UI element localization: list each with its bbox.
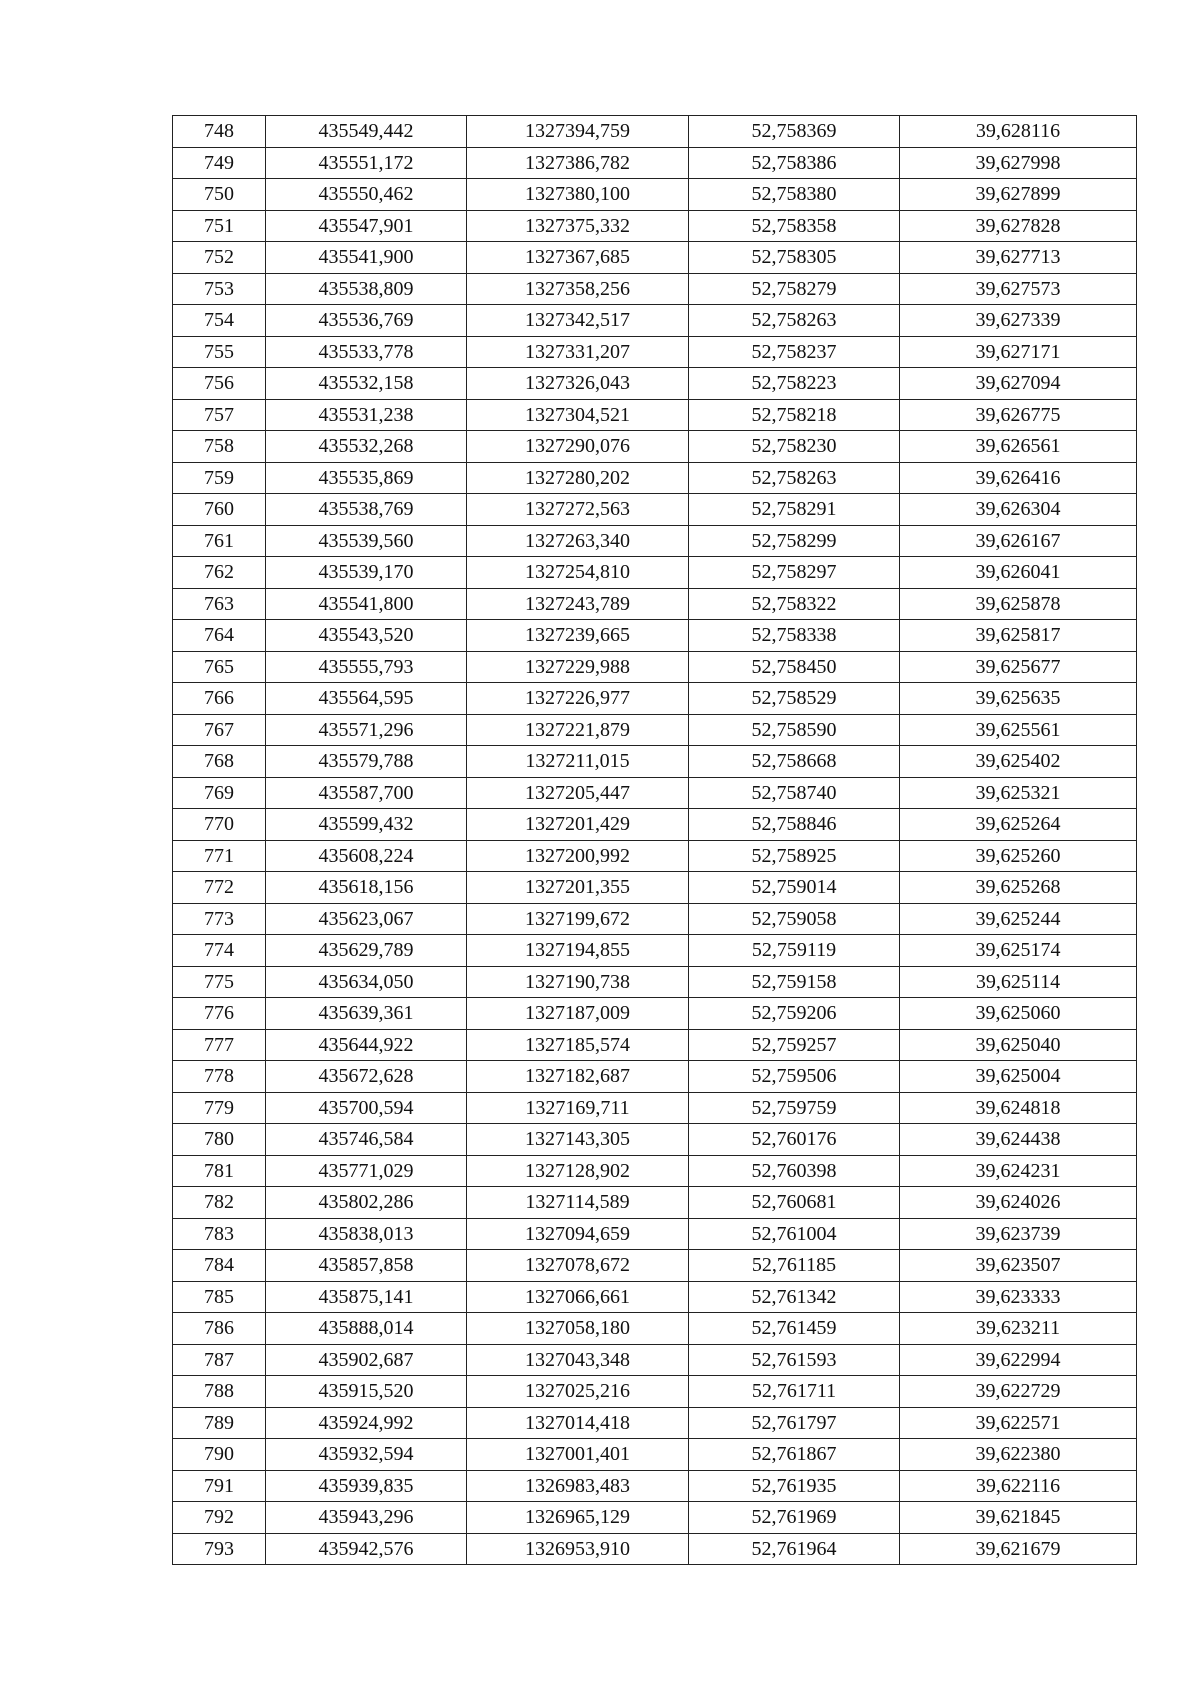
x-coordinate-cell: 435771,029 (266, 1155, 467, 1187)
latitude-cell: 52,758740 (689, 777, 900, 809)
latitude-cell: 52,759119 (689, 935, 900, 967)
point-number-cell: 786 (173, 1313, 266, 1345)
x-coordinate-cell: 435541,800 (266, 588, 467, 620)
point-number-cell: 757 (173, 399, 266, 431)
x-coordinate-cell: 435623,067 (266, 903, 467, 935)
table-row (173, 1187, 1137, 1219)
point-number-cell: 774 (173, 935, 266, 967)
longitude-cell: 39,625114 (900, 966, 1137, 998)
table-row (173, 399, 1137, 431)
table-row (173, 588, 1137, 620)
table-row (173, 651, 1137, 683)
longitude-cell: 39,625402 (900, 746, 1137, 778)
table-row (173, 1061, 1137, 1093)
longitude-cell: 39,627573 (900, 273, 1137, 305)
point-number-cell: 785 (173, 1281, 266, 1313)
point-number-cell: 768 (173, 746, 266, 778)
point-number-cell: 758 (173, 431, 266, 463)
y-coordinate-cell: 1327066,661 (467, 1281, 689, 1313)
latitude-cell: 52,761004 (689, 1218, 900, 1250)
y-coordinate-cell: 1327169,711 (467, 1092, 689, 1124)
latitude-cell: 52,761935 (689, 1470, 900, 1502)
table-row (173, 336, 1137, 368)
longitude-cell: 39,624818 (900, 1092, 1137, 1124)
table-row (173, 714, 1137, 746)
latitude-cell: 52,761342 (689, 1281, 900, 1313)
x-coordinate-cell: 435549,442 (266, 116, 467, 148)
latitude-cell: 52,758299 (689, 525, 900, 557)
y-coordinate-cell: 1327014,418 (467, 1407, 689, 1439)
y-coordinate-cell: 1327114,589 (467, 1187, 689, 1219)
table-row (173, 1092, 1137, 1124)
y-coordinate-cell: 1327239,665 (467, 620, 689, 652)
y-coordinate-cell: 1327394,759 (467, 116, 689, 148)
y-coordinate-cell: 1327221,879 (467, 714, 689, 746)
point-number-cell: 792 (173, 1502, 266, 1534)
latitude-cell: 52,759058 (689, 903, 900, 935)
x-coordinate-cell: 435700,594 (266, 1092, 467, 1124)
longitude-cell: 39,626167 (900, 525, 1137, 557)
latitude-cell: 52,761711 (689, 1376, 900, 1408)
latitude-cell: 52,761459 (689, 1313, 900, 1345)
latitude-cell: 52,758218 (689, 399, 900, 431)
table-row (173, 998, 1137, 1030)
table-row (173, 1502, 1137, 1534)
table-row (173, 935, 1137, 967)
table-row (173, 305, 1137, 337)
table-row (173, 777, 1137, 809)
latitude-cell: 52,758450 (689, 651, 900, 683)
x-coordinate-cell: 435543,520 (266, 620, 467, 652)
y-coordinate-cell: 1327185,574 (467, 1029, 689, 1061)
x-coordinate-cell: 435672,628 (266, 1061, 467, 1093)
longitude-cell: 39,627094 (900, 368, 1137, 400)
x-coordinate-cell: 435535,869 (266, 462, 467, 494)
longitude-cell: 39,625561 (900, 714, 1137, 746)
longitude-cell: 39,625174 (900, 935, 1137, 967)
point-number-cell: 769 (173, 777, 266, 809)
y-coordinate-cell: 1327058,180 (467, 1313, 689, 1345)
x-coordinate-cell: 435629,789 (266, 935, 467, 967)
longitude-cell: 39,622571 (900, 1407, 1137, 1439)
x-coordinate-cell: 435579,788 (266, 746, 467, 778)
longitude-cell: 39,625878 (900, 588, 1137, 620)
latitude-cell: 52,758380 (689, 179, 900, 211)
point-number-cell: 751 (173, 210, 266, 242)
x-coordinate-cell: 435551,172 (266, 147, 467, 179)
table-row (173, 462, 1137, 494)
x-coordinate-cell: 435924,992 (266, 1407, 467, 1439)
longitude-cell: 39,627713 (900, 242, 1137, 274)
latitude-cell: 52,761797 (689, 1407, 900, 1439)
longitude-cell: 39,626775 (900, 399, 1137, 431)
longitude-cell: 39,621845 (900, 1502, 1137, 1534)
latitude-cell: 52,758358 (689, 210, 900, 242)
latitude-cell: 52,761185 (689, 1250, 900, 1282)
latitude-cell: 52,758386 (689, 147, 900, 179)
point-number-cell: 764 (173, 620, 266, 652)
point-number-cell: 790 (173, 1439, 266, 1471)
point-number-cell: 752 (173, 242, 266, 274)
longitude-cell: 39,625677 (900, 651, 1137, 683)
x-coordinate-cell: 435555,793 (266, 651, 467, 683)
latitude-cell: 52,758846 (689, 809, 900, 841)
latitude-cell: 52,758230 (689, 431, 900, 463)
latitude-cell: 52,760398 (689, 1155, 900, 1187)
latitude-cell: 52,759206 (689, 998, 900, 1030)
table-row (173, 494, 1137, 526)
point-number-cell: 765 (173, 651, 266, 683)
point-number-cell: 749 (173, 147, 266, 179)
x-coordinate-cell: 435618,156 (266, 872, 467, 904)
y-coordinate-cell: 1327331,207 (467, 336, 689, 368)
point-number-cell: 782 (173, 1187, 266, 1219)
point-number-cell: 780 (173, 1124, 266, 1156)
y-coordinate-cell: 1327182,687 (467, 1061, 689, 1093)
point-number-cell: 781 (173, 1155, 266, 1187)
x-coordinate-cell: 435587,700 (266, 777, 467, 809)
table-row (173, 1344, 1137, 1376)
latitude-cell: 52,758263 (689, 462, 900, 494)
point-number-cell: 784 (173, 1250, 266, 1282)
point-number-cell: 766 (173, 683, 266, 715)
y-coordinate-cell: 1327280,202 (467, 462, 689, 494)
longitude-cell: 39,626561 (900, 431, 1137, 463)
point-number-cell: 791 (173, 1470, 266, 1502)
coordinates-table (172, 115, 1137, 1565)
table-row (173, 1376, 1137, 1408)
latitude-cell: 52,758263 (689, 305, 900, 337)
table-row (173, 368, 1137, 400)
latitude-cell: 52,758305 (689, 242, 900, 274)
longitude-cell: 39,625268 (900, 872, 1137, 904)
longitude-cell: 39,625244 (900, 903, 1137, 935)
x-coordinate-cell: 435639,361 (266, 998, 467, 1030)
y-coordinate-cell: 1326965,129 (467, 1502, 689, 1534)
x-coordinate-cell: 435802,286 (266, 1187, 467, 1219)
longitude-cell: 39,621679 (900, 1533, 1137, 1565)
point-number-cell: 754 (173, 305, 266, 337)
x-coordinate-cell: 435539,560 (266, 525, 467, 557)
point-number-cell: 783 (173, 1218, 266, 1250)
point-number-cell: 777 (173, 1029, 266, 1061)
y-coordinate-cell: 1326983,483 (467, 1470, 689, 1502)
longitude-cell: 39,625004 (900, 1061, 1137, 1093)
x-coordinate-cell: 435533,778 (266, 336, 467, 368)
table-row (173, 1124, 1137, 1156)
table-row (173, 1281, 1137, 1313)
y-coordinate-cell: 1327199,672 (467, 903, 689, 935)
table-row (173, 840, 1137, 872)
y-coordinate-cell: 1327304,521 (467, 399, 689, 431)
x-coordinate-cell: 435536,769 (266, 305, 467, 337)
y-coordinate-cell: 1327386,782 (467, 147, 689, 179)
point-number-cell: 787 (173, 1344, 266, 1376)
longitude-cell: 39,623739 (900, 1218, 1137, 1250)
latitude-cell: 52,758529 (689, 683, 900, 715)
table-row (173, 147, 1137, 179)
longitude-cell: 39,626041 (900, 557, 1137, 589)
longitude-cell: 39,626416 (900, 462, 1137, 494)
longitude-cell: 39,625264 (900, 809, 1137, 841)
y-coordinate-cell: 1327201,429 (467, 809, 689, 841)
table-row (173, 746, 1137, 778)
x-coordinate-cell: 435915,520 (266, 1376, 467, 1408)
y-coordinate-cell: 1327272,563 (467, 494, 689, 526)
y-coordinate-cell: 1327326,043 (467, 368, 689, 400)
x-coordinate-cell: 435644,922 (266, 1029, 467, 1061)
table-row (173, 809, 1137, 841)
latitude-cell: 52,759257 (689, 1029, 900, 1061)
y-coordinate-cell: 1327190,738 (467, 966, 689, 998)
longitude-cell: 39,627339 (900, 305, 1137, 337)
table-row (173, 557, 1137, 589)
x-coordinate-cell: 435746,584 (266, 1124, 467, 1156)
longitude-cell: 39,625060 (900, 998, 1137, 1030)
longitude-cell: 39,625260 (900, 840, 1137, 872)
y-coordinate-cell: 1327229,988 (467, 651, 689, 683)
longitude-cell: 39,622994 (900, 1344, 1137, 1376)
point-number-cell: 759 (173, 462, 266, 494)
y-coordinate-cell: 1327226,977 (467, 683, 689, 715)
y-coordinate-cell: 1327201,355 (467, 872, 689, 904)
x-coordinate-cell: 435541,900 (266, 242, 467, 274)
table-row (173, 903, 1137, 935)
table-row (173, 872, 1137, 904)
table-row (173, 1029, 1137, 1061)
x-coordinate-cell: 435857,858 (266, 1250, 467, 1282)
latitude-cell: 52,760681 (689, 1187, 900, 1219)
latitude-cell: 52,759158 (689, 966, 900, 998)
y-coordinate-cell: 1327263,340 (467, 525, 689, 557)
table-row (173, 1470, 1137, 1502)
y-coordinate-cell: 1327194,855 (467, 935, 689, 967)
longitude-cell: 39,625635 (900, 683, 1137, 715)
latitude-cell: 52,759759 (689, 1092, 900, 1124)
y-coordinate-cell: 1327211,015 (467, 746, 689, 778)
point-number-cell: 762 (173, 557, 266, 589)
point-number-cell: 763 (173, 588, 266, 620)
point-number-cell: 760 (173, 494, 266, 526)
x-coordinate-cell: 435888,014 (266, 1313, 467, 1345)
y-coordinate-cell: 1327200,992 (467, 840, 689, 872)
latitude-cell: 52,758279 (689, 273, 900, 305)
x-coordinate-cell: 435531,238 (266, 399, 467, 431)
point-number-cell: 753 (173, 273, 266, 305)
y-coordinate-cell: 1326953,910 (467, 1533, 689, 1565)
longitude-cell: 39,623333 (900, 1281, 1137, 1313)
table-row (173, 210, 1137, 242)
latitude-cell: 52,759014 (689, 872, 900, 904)
x-coordinate-cell: 435550,462 (266, 179, 467, 211)
table-row (173, 431, 1137, 463)
table-row (173, 1155, 1137, 1187)
y-coordinate-cell: 1327001,401 (467, 1439, 689, 1471)
table-row (173, 620, 1137, 652)
table-row (173, 1218, 1137, 1250)
longitude-cell: 39,624026 (900, 1187, 1137, 1219)
latitude-cell: 52,758297 (689, 557, 900, 589)
table-row (173, 1313, 1137, 1345)
table-row (173, 1407, 1137, 1439)
y-coordinate-cell: 1327375,332 (467, 210, 689, 242)
latitude-cell: 52,761593 (689, 1344, 900, 1376)
x-coordinate-cell: 435571,296 (266, 714, 467, 746)
table-row (173, 683, 1137, 715)
table-row (173, 1439, 1137, 1471)
latitude-cell: 52,758338 (689, 620, 900, 652)
latitude-cell: 52,760176 (689, 1124, 900, 1156)
latitude-cell: 52,758291 (689, 494, 900, 526)
y-coordinate-cell: 1327128,902 (467, 1155, 689, 1187)
x-coordinate-cell: 435943,296 (266, 1502, 467, 1534)
table-row (173, 273, 1137, 305)
latitude-cell: 52,758223 (689, 368, 900, 400)
longitude-cell: 39,622116 (900, 1470, 1137, 1502)
x-coordinate-cell: 435942,576 (266, 1533, 467, 1565)
point-number-cell: 775 (173, 966, 266, 998)
latitude-cell: 52,758925 (689, 840, 900, 872)
latitude-cell: 52,761867 (689, 1439, 900, 1471)
y-coordinate-cell: 1327380,100 (467, 179, 689, 211)
longitude-cell: 39,627171 (900, 336, 1137, 368)
longitude-cell: 39,627899 (900, 179, 1137, 211)
longitude-cell: 39,626304 (900, 494, 1137, 526)
point-number-cell: 750 (173, 179, 266, 211)
longitude-cell: 39,623507 (900, 1250, 1137, 1282)
x-coordinate-cell: 435634,050 (266, 966, 467, 998)
x-coordinate-cell: 435875,141 (266, 1281, 467, 1313)
table-row (173, 179, 1137, 211)
x-coordinate-cell: 435539,170 (266, 557, 467, 589)
longitude-cell: 39,624231 (900, 1155, 1137, 1187)
point-number-cell: 755 (173, 336, 266, 368)
x-coordinate-cell: 435538,769 (266, 494, 467, 526)
table-row (173, 242, 1137, 274)
latitude-cell: 52,758668 (689, 746, 900, 778)
point-number-cell: 770 (173, 809, 266, 841)
longitude-cell: 39,627998 (900, 147, 1137, 179)
latitude-cell: 52,758590 (689, 714, 900, 746)
y-coordinate-cell: 1327243,789 (467, 588, 689, 620)
y-coordinate-cell: 1327205,447 (467, 777, 689, 809)
y-coordinate-cell: 1327342,517 (467, 305, 689, 337)
x-coordinate-cell: 435532,158 (266, 368, 467, 400)
point-number-cell: 771 (173, 840, 266, 872)
table-row (173, 1250, 1137, 1282)
x-coordinate-cell: 435838,013 (266, 1218, 467, 1250)
x-coordinate-cell: 435608,224 (266, 840, 467, 872)
y-coordinate-cell: 1327187,009 (467, 998, 689, 1030)
y-coordinate-cell: 1327078,672 (467, 1250, 689, 1282)
y-coordinate-cell: 1327367,685 (467, 242, 689, 274)
table-row (173, 116, 1137, 148)
x-coordinate-cell: 435547,901 (266, 210, 467, 242)
latitude-cell: 52,758322 (689, 588, 900, 620)
x-coordinate-cell: 435939,835 (266, 1470, 467, 1502)
y-coordinate-cell: 1327143,305 (467, 1124, 689, 1156)
y-coordinate-cell: 1327094,659 (467, 1218, 689, 1250)
point-number-cell: 779 (173, 1092, 266, 1124)
latitude-cell: 52,758237 (689, 336, 900, 368)
point-number-cell: 793 (173, 1533, 266, 1565)
point-number-cell: 773 (173, 903, 266, 935)
x-coordinate-cell: 435532,268 (266, 431, 467, 463)
y-coordinate-cell: 1327290,076 (467, 431, 689, 463)
longitude-cell: 39,624438 (900, 1124, 1137, 1156)
point-number-cell: 776 (173, 998, 266, 1030)
x-coordinate-cell: 435902,687 (266, 1344, 467, 1376)
longitude-cell: 39,628116 (900, 116, 1137, 148)
longitude-cell: 39,625321 (900, 777, 1137, 809)
longitude-cell: 39,625817 (900, 620, 1137, 652)
table-row (173, 1533, 1137, 1565)
x-coordinate-cell: 435599,432 (266, 809, 467, 841)
x-coordinate-cell: 435564,595 (266, 683, 467, 715)
table-row (173, 966, 1137, 998)
longitude-cell: 39,623211 (900, 1313, 1137, 1345)
x-coordinate-cell: 435538,809 (266, 273, 467, 305)
longitude-cell: 39,622380 (900, 1439, 1137, 1471)
coordinates-table-body (173, 116, 1137, 1565)
point-number-cell: 767 (173, 714, 266, 746)
point-number-cell: 756 (173, 368, 266, 400)
x-coordinate-cell: 435932,594 (266, 1439, 467, 1471)
point-number-cell: 788 (173, 1376, 266, 1408)
y-coordinate-cell: 1327254,810 (467, 557, 689, 589)
y-coordinate-cell: 1327043,348 (467, 1344, 689, 1376)
point-number-cell: 748 (173, 116, 266, 148)
point-number-cell: 772 (173, 872, 266, 904)
longitude-cell: 39,627828 (900, 210, 1137, 242)
latitude-cell: 52,761964 (689, 1533, 900, 1565)
latitude-cell: 52,758369 (689, 116, 900, 148)
latitude-cell: 52,759506 (689, 1061, 900, 1093)
point-number-cell: 761 (173, 525, 266, 557)
latitude-cell: 52,761969 (689, 1502, 900, 1534)
point-number-cell: 789 (173, 1407, 266, 1439)
y-coordinate-cell: 1327025,216 (467, 1376, 689, 1408)
longitude-cell: 39,622729 (900, 1376, 1137, 1408)
longitude-cell: 39,625040 (900, 1029, 1137, 1061)
y-coordinate-cell: 1327358,256 (467, 273, 689, 305)
table-row (173, 525, 1137, 557)
point-number-cell: 778 (173, 1061, 266, 1093)
